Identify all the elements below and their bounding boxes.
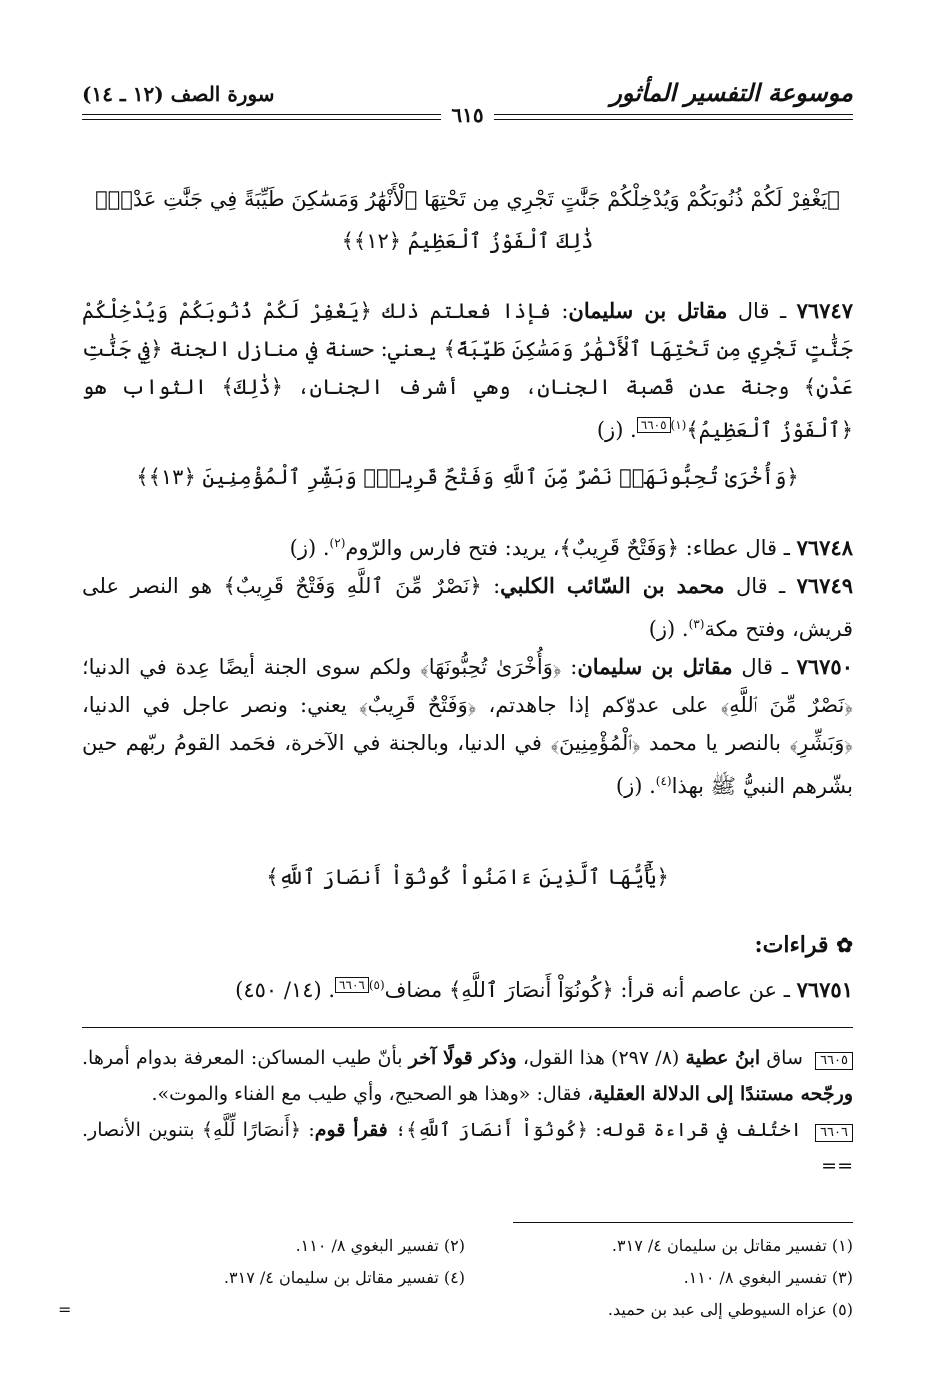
footnote-4: (٤) تفسير مقاتل بن سليمان ٤/ ٣١٧. bbox=[223, 1268, 465, 1287]
section-title: قراءات: bbox=[754, 932, 829, 958]
entry-number: ٧٦٧٤٧ bbox=[796, 298, 853, 323]
quoted-ayah: ﴿كُونُوٓاْ أَنصَارَ ٱللَّهِ﴾ bbox=[406, 1119, 588, 1141]
quoted-ayah: ﴿وَفَتْحٌ قَرِيبٌ﴾ bbox=[358, 693, 477, 717]
footnote-marker: (١) bbox=[670, 418, 687, 432]
quran-verse-13 bbox=[82, 456, 853, 498]
continuation-marker: = bbox=[58, 1300, 72, 1319]
section-heading bbox=[755, 932, 854, 958]
entry-number: ٧٦٧٤٩ bbox=[796, 573, 854, 598]
page-number: ٦١٥ bbox=[0, 103, 935, 127]
verse-line: ﴿يَٰٓأَيُّهَا ٱلَّذِينَ ءَامَنُواْ كُونُوٓاْ أَنصَارَ ٱللَّهِ﴾ bbox=[266, 865, 669, 889]
narrator: مقاتل بن سليمان bbox=[577, 654, 733, 679]
book-title: موسوعة التفسير المأثور bbox=[610, 78, 853, 107]
commentary-ref-box: ٦٦٠٥ bbox=[637, 417, 671, 433]
entries-76748-76750 bbox=[82, 524, 853, 805]
verse-line: ذَٰلِكَ ٱلْفَوْزُ ٱلْعَظِيمُ ﴿١٢﴾﴾ bbox=[341, 229, 594, 253]
quoted-ayah: ﴿يَغْفِرْ لَكُمْ ذُنُوبَكُمْ وَيُدْخِلْكُمْ جَنَّٰتٍ تَجْرِي مِن تَحْتِهَا ٱلْأَنْهَٰرُ وَمَسَٰكِنَ طَيِّبَةً﴾ bbox=[82, 299, 853, 361]
footnote-2: (٢) تفسير البغوي ٨/ ١١٠. bbox=[295, 1236, 465, 1255]
commentary-ref-box: ٦٦٠٦ bbox=[335, 977, 369, 993]
flower-icon: ✿ bbox=[836, 933, 853, 957]
footnote-marker: (٥) bbox=[368, 978, 385, 992]
footnote-marker: (٣) bbox=[688, 617, 705, 631]
quoted-ayah: ﴿كُونُوٓاْ أَنصَارَ ٱللَّهِ﴾ bbox=[448, 978, 614, 1002]
entry-number: ٧٦٧٥١ bbox=[796, 977, 853, 1002]
quoted-ayah: ﴿وَبَشِّرِ﴾ bbox=[789, 731, 853, 755]
footnote-5: (٥) عزاه السيوطي إلى عبد بن حميد. bbox=[607, 1300, 853, 1319]
footnote-rule bbox=[513, 1222, 853, 1223]
quoted-ayah: ﴿فِي جَنَّٰتِ عَدْنٍ﴾ bbox=[82, 337, 853, 399]
entry-76751: ٧٦٧٥١ ـ عن عاصم أنه قرأ: ﴿كُونُوٓاْ أَنصَارَ ٱللَّهِ﴾ مضاف$^{(٥)}$٦٦٠٦. (١٤/ ٤٥٠) bbox=[235, 977, 853, 1002]
commentary-note-6606: ٦٦٠٦ اختُلف في قراءة قوله: ﴿كُونُوٓاْ أَنصَارَ ٱللَّهِ﴾؛ فقرأ قوم: ﴿أَنصَارًا لِّلَّهِ﴾ بتنوين الأنصار. == bbox=[82, 1119, 853, 1177]
verse-line: ﴿وَأُخْرَىٰ تُحِبُّونَهَاۖ نَصْرٌ مِّنَ ٱللَّهِ وَفَتْحٌ قَرِيبٌۗ وَبَشِّرِ ٱلْمُؤْمِنِينَ ﴿١٣﴾﴾ bbox=[136, 465, 799, 489]
commentary-ref-box: ٦٦٠٦ bbox=[815, 1124, 853, 1142]
quoted-ayah: ﴿نَصْرٌ مِّنَ ٱللَّهِ وَفَتْحٌ قَرِيبٌ﴾ bbox=[223, 574, 482, 598]
entry-number: ٧٦٧٤٨ bbox=[796, 535, 853, 560]
quran-verse-12 bbox=[82, 178, 853, 262]
footnote-3: (٣) تفسير البغوي ٨/ ١١٠. bbox=[683, 1268, 853, 1287]
quoted-ayah: ﴿ٱلْفَوْزُ ٱلْعَظِيمُ﴾ bbox=[686, 418, 853, 442]
entry-76747: ٧٦٧٤٧ ـ قال مقاتل بن سليمان: فإذا فعلتم ذلك ﴿يَغْفِرْ لَكُمْ ذُنُوبَكُمْ وَيُدْخِلْكُمْ جَنَّٰتٍ تَجْرِي مِن تَحْتِهَا ٱلْأَنْهَٰرُ وَمَسَٰكِنَ طَيِّبَةً﴾ يعني: حسنة في منازل الجنة ﴿فِي جَنَّٰتِ عَدْنٍ﴾ وجنة عدن قَصبة الجنان، وهي أشرف الجنان، ﴿ذَٰلِكَ﴾ الثواب هو ﴿ٱلْفَوْزُ ٱلْعَظِيمُ﴾$^{(١)}$٦٦٠٥. (ز) bbox=[82, 298, 853, 442]
narrator: محمد بن السّائب الكلبي bbox=[500, 573, 725, 598]
entry-76750: ٧٦٧٥٠ ـ قال مقاتل بن سليمان: ﴿وَأُخْرَىٰ تُحِبُّونَهَا﴾ ولكم سوى الجنة أيضًا عِدة في الدنيا؛ ﴿نَصْرٌ مِّنَ ٱللَّهِ﴾ على عدوّكم إذا جاهدتم، ﴿وَفَتْحٌ قَرِيبٌ﴾ يعني: ونصر عاجل في الدنيا، ﴿وَبَشِّرِ﴾ بالنصر يا محمد ﴿ٱلْمُؤْمِنِينَ﴾ في الدنيا، وبالجنة في الآخرة، فحَمد القومُ ربّهم حين بشّرهم النبيُّ ﷺ بهذا$^{(٤)}$. (ز) bbox=[82, 654, 853, 798]
entry-76749: ٧٦٧٤٩ ـ قال محمد بن السّائب الكلبي: ﴿نَصْرٌ مِّنَ ٱللَّهِ وَفَتْحٌ قَرِيبٌ﴾ هو النصر على قريش، وفتح مكة$^{(٣)}$. (ز) bbox=[82, 573, 854, 641]
footnote-marker: (٤) bbox=[655, 774, 672, 788]
quoted-ayah: ﴿ٱلْمُؤْمِنِينَ﴾ bbox=[550, 731, 641, 755]
quran-verse-14 bbox=[82, 856, 853, 898]
quoted-ayah: ﴿وَأُخْرَىٰ تُحِبُّونَهَا﴾ bbox=[420, 655, 562, 679]
narrator: مقاتل بن سليمان bbox=[568, 298, 728, 323]
commentary-notes bbox=[82, 1040, 853, 1184]
commentary-rule bbox=[82, 1027, 853, 1028]
quoted-ayah: ﴿وَفَتْحٌ قَرِيبٌ﴾ bbox=[559, 536, 679, 560]
entry-76748: ٧٦٧٤٨ ـ قال عطاء: ﴿وَفَتْحٌ قَرِيبٌ﴾، يريد: فتح فارس والرّوم$^{(٢)}$. (ز) bbox=[289, 535, 853, 560]
footnote-1: (١) تفسير مقاتل بن سليمان ٤/ ٣١٧. bbox=[611, 1236, 853, 1255]
quoted-ayah: ﴿أَنصَارًا لِّلَّهِ﴾ bbox=[201, 1119, 302, 1141]
surah-label: سورة الصف (١٢ ـ ١٤) bbox=[82, 82, 275, 106]
commentary-note-6605: ٦٦٠٥ ساق ابنُ عطية (٨/ ٢٩٧) هذا القول، وذكر قولًا آخر بأنّ طيب المساكن: المعرفة بدوام أمرها. ورجّحه مستندًا إلى الدلالة العقلية، فقال: «وهذا هو الصحيح، وأي طيب مع الفناء والموت». bbox=[82, 1047, 853, 1105]
verse-line: ﴿يَغْفِرْ لَكُمْ ذُنُوبَكُمْ وَيُدْخِلْكُمْ جَنَّٰتٍ تَجْرِي مِن تَحْتِهَا ٱلْأَنْهَٰرُ وَمَسَٰكِنَ طَيِّبَةً فِي جَنَّٰتِ عَدْنٍۚ bbox=[95, 187, 840, 211]
quoted-ayah: ﴿ذَٰلِكَ﴾ bbox=[221, 375, 283, 399]
footnote-marker: (٢) bbox=[329, 536, 346, 550]
quoted-ayah: ﴿نَصْرٌ مِّنَ ٱللَّهِ﴾ bbox=[720, 693, 853, 717]
commentary-ref-box: ٦٦٠٥ bbox=[815, 1052, 853, 1070]
entry-number: ٧٦٧٥٠ bbox=[796, 654, 853, 679]
